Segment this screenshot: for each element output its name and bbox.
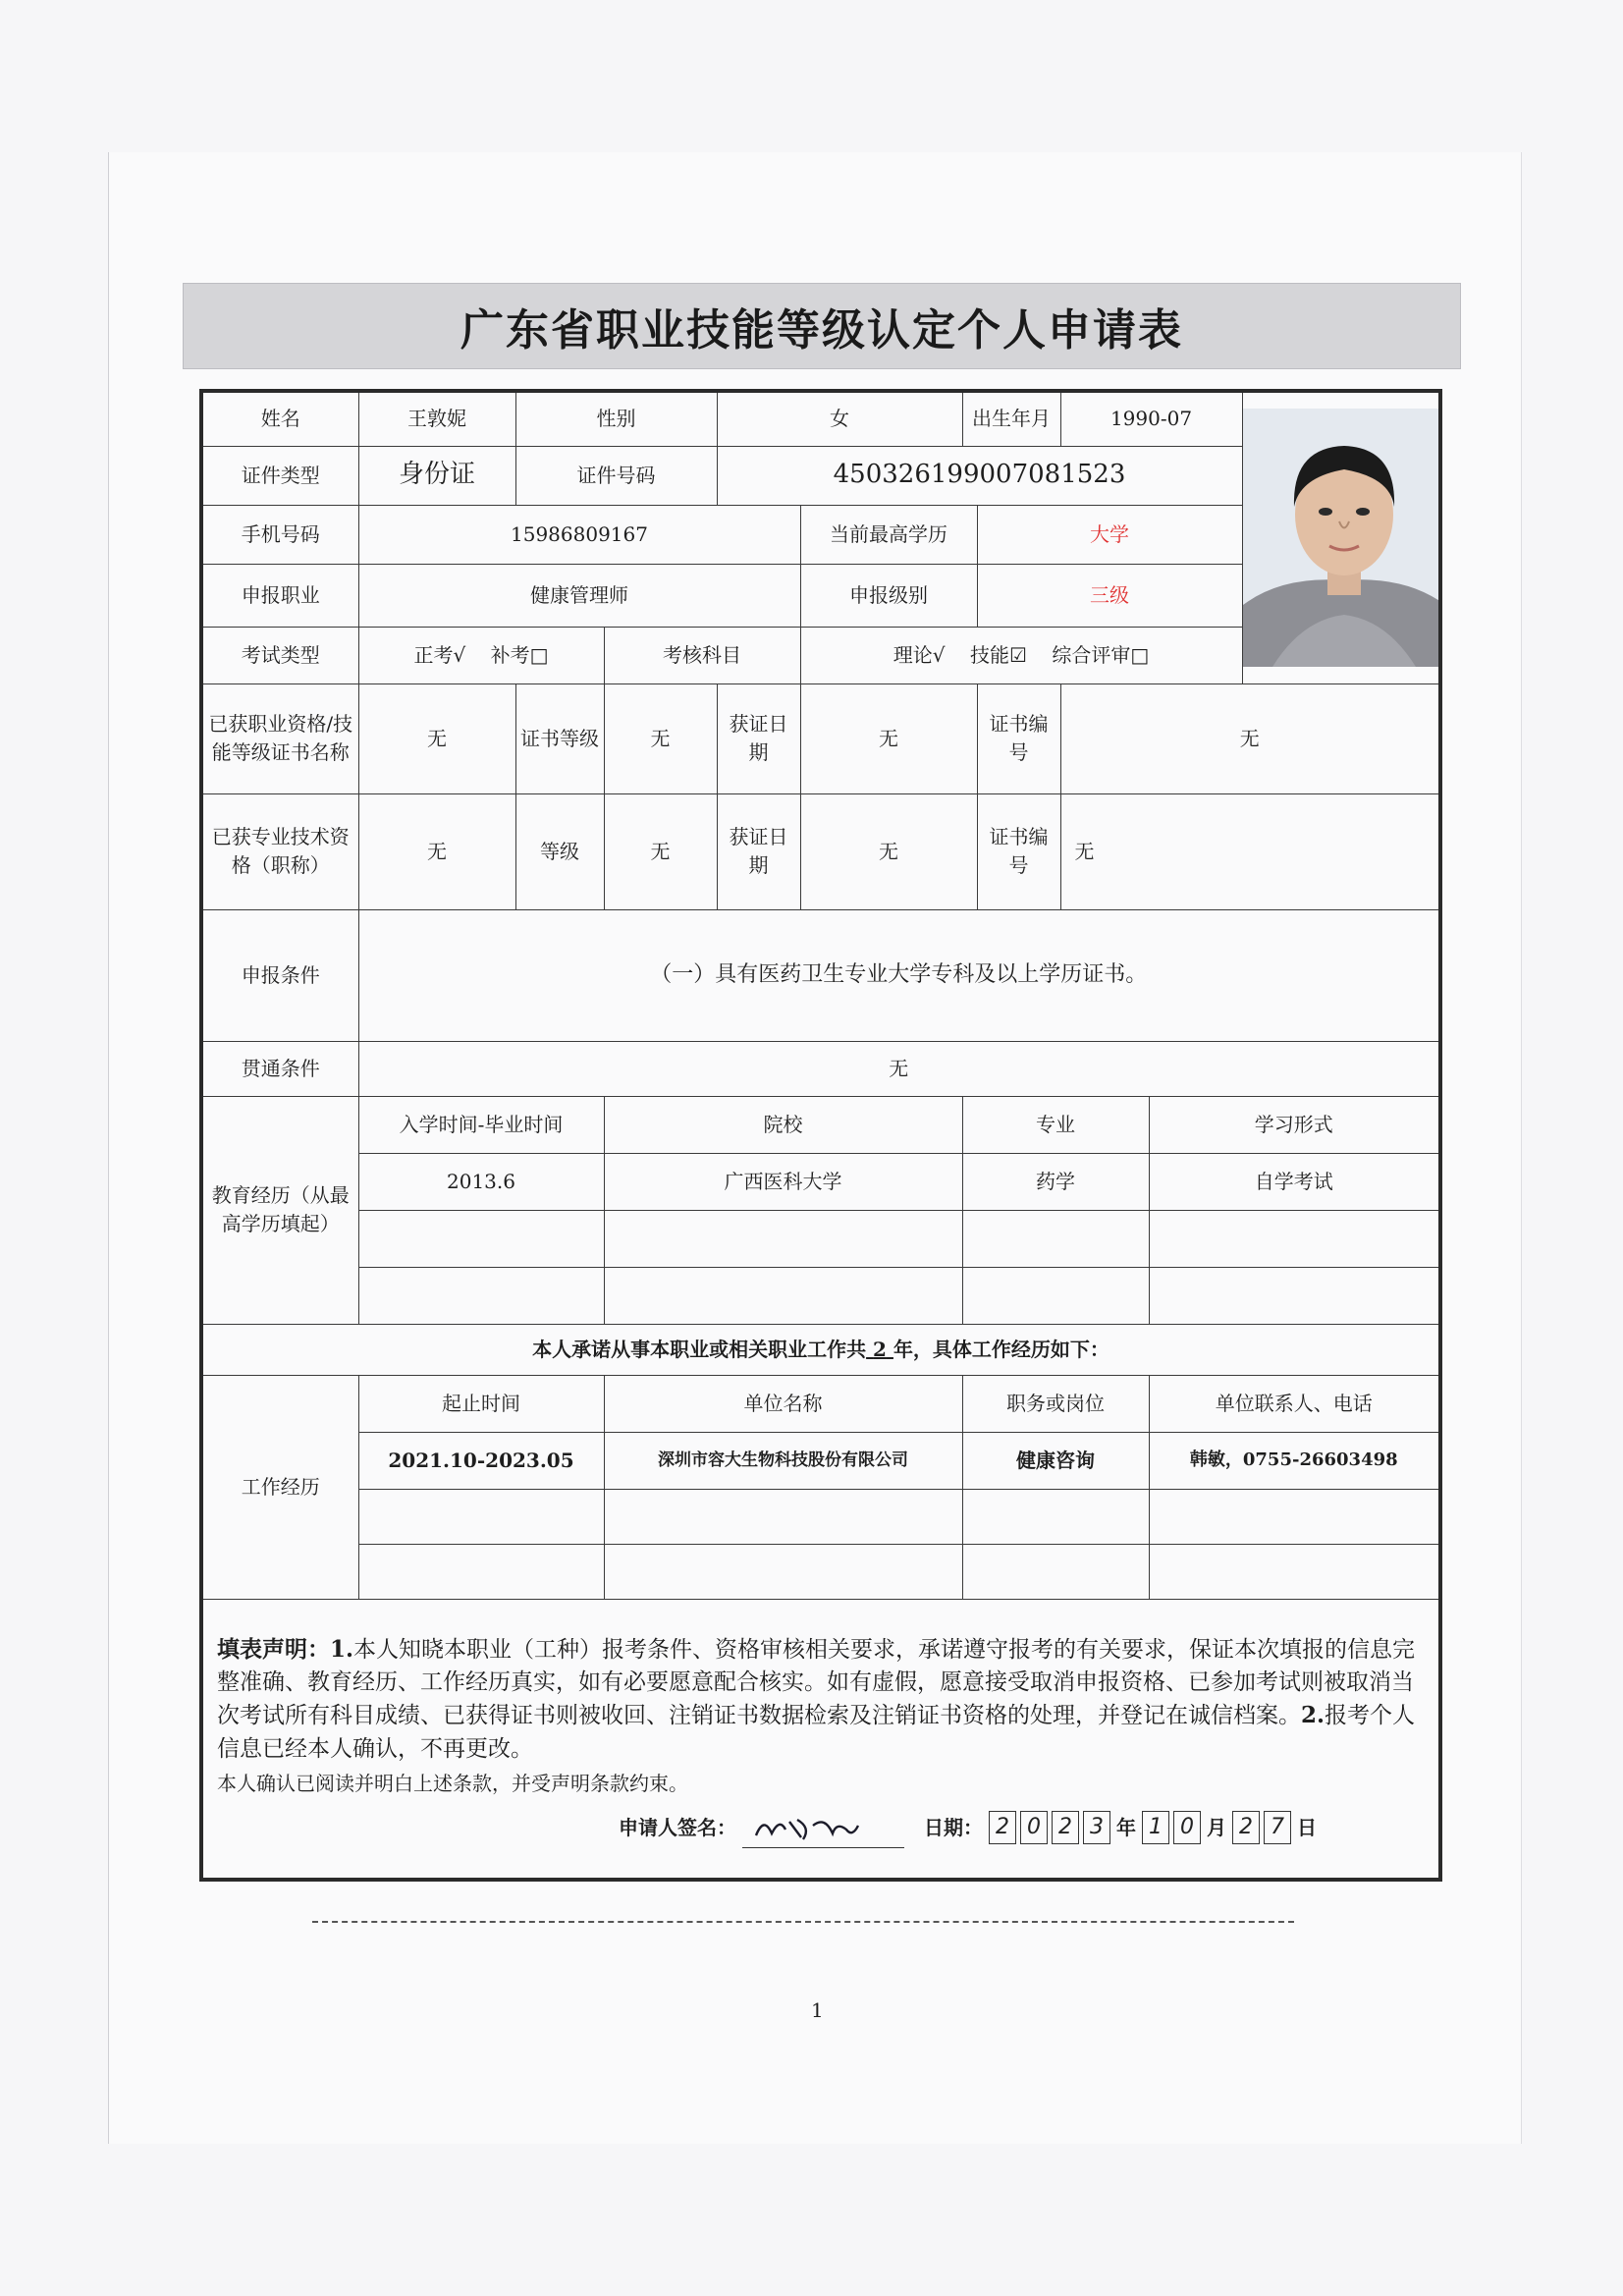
edu-school: 广西医科大学 — [604, 1153, 962, 1210]
work-empty-cell — [358, 1489, 604, 1544]
opt-formal-label: 正考 — [413, 642, 454, 667]
gender-label: 性别 — [515, 391, 717, 446]
work-empty-cell — [1149, 1544, 1440, 1599]
date-month: 1 0 — [1142, 1811, 1201, 1844]
work-col-period: 起止时间 — [358, 1375, 604, 1432]
cert1-grade-label: 证书等级 — [515, 683, 604, 793]
cert1-date-value: 无 — [800, 683, 977, 793]
cert1-date-label: 获证日期 — [717, 683, 800, 793]
row-name — [201, 391, 1440, 446]
id-no-value: 450326199007081523 — [717, 446, 1242, 505]
application-form — [199, 389, 1442, 1882]
work-empty-cell — [604, 1489, 962, 1544]
cert1-value: 无 — [358, 683, 515, 793]
row-through — [201, 1041, 1440, 1096]
gender-value: 女 — [717, 391, 962, 446]
edu-row-3 — [201, 1267, 1440, 1324]
opt-skill-label: 技能 — [969, 642, 1009, 667]
row-condition — [201, 909, 1440, 1041]
cert2-no-label: 证书编号 — [977, 793, 1060, 909]
cert1-label: 已获职业资格/技能等级证书名称 — [201, 683, 358, 793]
applicant-photo — [1243, 409, 1441, 667]
through-label: 贯通条件 — [201, 1041, 358, 1096]
declaration-row — [201, 1599, 1440, 1880]
date-day: 2 7 — [1232, 1811, 1291, 1844]
work-col-company: 单位名称 — [604, 1375, 962, 1432]
name-value: 王敦妮 — [358, 391, 515, 446]
month-unit: 月 — [1207, 1815, 1227, 1839]
id-type-label: 证件类型 — [201, 446, 358, 505]
edu-label: 教育经历（从最高学历填起） — [201, 1096, 358, 1324]
edu-row-1 — [201, 1153, 1440, 1210]
opt-theory-check: √ — [932, 642, 946, 667]
level-value: 三级 — [977, 564, 1242, 627]
work-empty-cell — [604, 1544, 962, 1599]
edu-value: 大学 — [977, 505, 1242, 564]
edu-row-2 — [201, 1210, 1440, 1267]
opt-makeup-checkbox: □ — [529, 642, 549, 667]
row-cert2 — [201, 793, 1440, 909]
opt-makeup-label: 补考 — [490, 642, 530, 667]
cert1-grade-value: 无 — [604, 683, 717, 793]
row-cert1 — [201, 683, 1440, 793]
cert2-label: 已获专业技术资格（职称） — [201, 793, 358, 909]
edu-empty-cell — [962, 1267, 1149, 1324]
work-contact: 韩敏，0755-26603498 — [1149, 1432, 1440, 1489]
pledge-prefix: 本人承诺从事本职业或相关职业工作共 — [532, 1337, 867, 1361]
phone-label: 手机号码 — [201, 505, 358, 564]
exam-subject-options — [800, 627, 1242, 683]
opt-review-label: 综合评审 — [1052, 642, 1131, 667]
year-unit: 年 — [1116, 1815, 1137, 1839]
cert1-no-value: 无 — [1060, 683, 1440, 793]
edu-label: 当前最高学历 — [800, 505, 977, 564]
edu-header-row — [201, 1096, 1440, 1153]
id-no-label: 证件号码 — [515, 446, 717, 505]
cert2-grade-label: 等级 — [515, 793, 604, 909]
work-row-1 — [201, 1432, 1440, 1489]
work-pledge-row — [201, 1324, 1440, 1375]
work-company: 深圳市容大生物科技股份有限公司 — [604, 1432, 962, 1489]
signature — [742, 1808, 904, 1848]
pledge-suffix: 年，具体工作经历如下： — [893, 1337, 1109, 1361]
exam-subject-label: 考核科目 — [604, 627, 800, 683]
work-col-contact: 单位联系人、电话 — [1149, 1375, 1440, 1432]
cert1-no-label: 证书编号 — [977, 683, 1060, 793]
work-row-3 — [201, 1544, 1440, 1599]
pledge-years: 2 — [873, 1337, 887, 1361]
date-label: 日期： — [924, 1815, 984, 1839]
exam-type-label: 考试类型 — [201, 627, 358, 683]
edu-col-major: 专业 — [962, 1096, 1149, 1153]
work-header-row — [201, 1375, 1440, 1432]
edu-empty-cell — [358, 1267, 604, 1324]
decl-confirm: 本人确认已阅读并明白上述条款，并受声明条款约束。 — [217, 1771, 688, 1795]
work-position: 健康咨询 — [962, 1432, 1149, 1489]
exam-type-options — [358, 627, 604, 683]
work-empty-cell — [358, 1544, 604, 1599]
declaration: 填表声明：1.本人知晓本职业（工种）报考条件、资格审核相关要求，承诺遵守报考的有关要求，保证本次填报的信息完整准确、教育经历、工作经历真实，如有必要愿意配合核实。如有虚假，愿意接受取消申报资格、已参加考试则被取消当次考试所有科目成绩、已获得证书则被收回、注销证书数据检索及注销证书资格的处理，并登记在诚信档案。2.报考个人信息已经本人确认，不再更改。 本人确认已阅读并明白上述条款，并受声明条款约束。 申请人签名： 日期： 2 0 2 3 年 1 0 月 2 7 日 — [201, 1599, 1440, 1880]
date-year: 2 0 2 3 — [989, 1811, 1110, 1844]
edu-empty-cell — [604, 1210, 962, 1267]
cert2-date-value: 无 — [800, 793, 977, 909]
edu-empty-cell — [962, 1210, 1149, 1267]
signature-line — [217, 1808, 1425, 1848]
cert2-date-label: 获证日期 — [717, 793, 800, 909]
edu-empty-cell — [1149, 1267, 1440, 1324]
birth-value: 1990-07 — [1060, 391, 1242, 446]
decl-head: 填表声明： — [217, 1635, 330, 1663]
birth-label: 出生年月 — [962, 391, 1060, 446]
through-value: 无 — [358, 1041, 1440, 1096]
day-unit: 日 — [1297, 1815, 1318, 1839]
edu-col-period: 入学时间-毕业时间 — [358, 1096, 604, 1153]
opt-review-checkbox: □ — [1130, 642, 1150, 667]
work-pledge — [201, 1324, 1440, 1375]
work-col-position: 职务或岗位 — [962, 1375, 1149, 1432]
decl-text-1: 本人知晓本职业（工种）报考条件、资格审核相关要求，承诺遵守报考的有关要求，保证本次填报的信息完整准确、教育经历、工作经历真实，如有必要愿意配合核实。如有虚假，愿意接受取消申报资格、已参加考试则被取消当次考试所有科目成绩、已获得证书则被收回、注销证书数据检索及注销证书资格的处理，并登记在诚信档案。 — [217, 1636, 1416, 1729]
cert2-value: 无 — [358, 793, 515, 909]
work-row-2 — [201, 1489, 1440, 1544]
edu-empty-cell — [358, 1210, 604, 1267]
work-empty-cell — [962, 1544, 1149, 1599]
edu-col-school: 院校 — [604, 1096, 962, 1153]
edu-empty-cell — [604, 1267, 962, 1324]
edu-period: 2013.6 — [358, 1153, 604, 1210]
sign-label: 申请人签名： — [619, 1815, 737, 1839]
edu-form: 自学考试 — [1149, 1153, 1440, 1210]
edu-major: 药学 — [962, 1153, 1149, 1210]
photo-cell — [1242, 391, 1440, 683]
condition-label: 申报条件 — [201, 909, 358, 1041]
job-label: 申报职业 — [201, 564, 358, 627]
job-value: 健康管理师 — [358, 564, 800, 627]
phone-value: 15986809167 — [358, 505, 800, 564]
work-empty-cell — [962, 1489, 1149, 1544]
work-period: 2021.10-2023.05 — [358, 1432, 604, 1489]
cert2-no-value: 无 — [1060, 793, 1440, 909]
decl-text-2: 报考个人信息已经本人确认，不再更改。 — [217, 1703, 1416, 1762]
opt-theory-label: 理论 — [893, 642, 933, 667]
cert2-grade-value: 无 — [604, 793, 717, 909]
work-label: 工作经历 — [201, 1375, 358, 1599]
opt-skill-checkbox: ☑ — [1008, 642, 1027, 667]
edu-col-form: 学习形式 — [1149, 1096, 1440, 1153]
opt-formal-check: √ — [453, 642, 466, 667]
id-type-value: 身份证 — [358, 446, 515, 505]
work-empty-cell — [1149, 1489, 1440, 1544]
edu-empty-cell — [1149, 1210, 1440, 1267]
page-number: 1 — [811, 1998, 824, 2022]
level-label: 申报级别 — [800, 564, 977, 627]
cut-line — [312, 1921, 1294, 1923]
form-title: 广东省职业技能等级认定个人申请表 — [183, 283, 1461, 369]
name-label: 姓名 — [201, 391, 358, 446]
condition-value: （一）具有医药卫生专业大学专科及以上学历证书。 — [358, 909, 1440, 1041]
